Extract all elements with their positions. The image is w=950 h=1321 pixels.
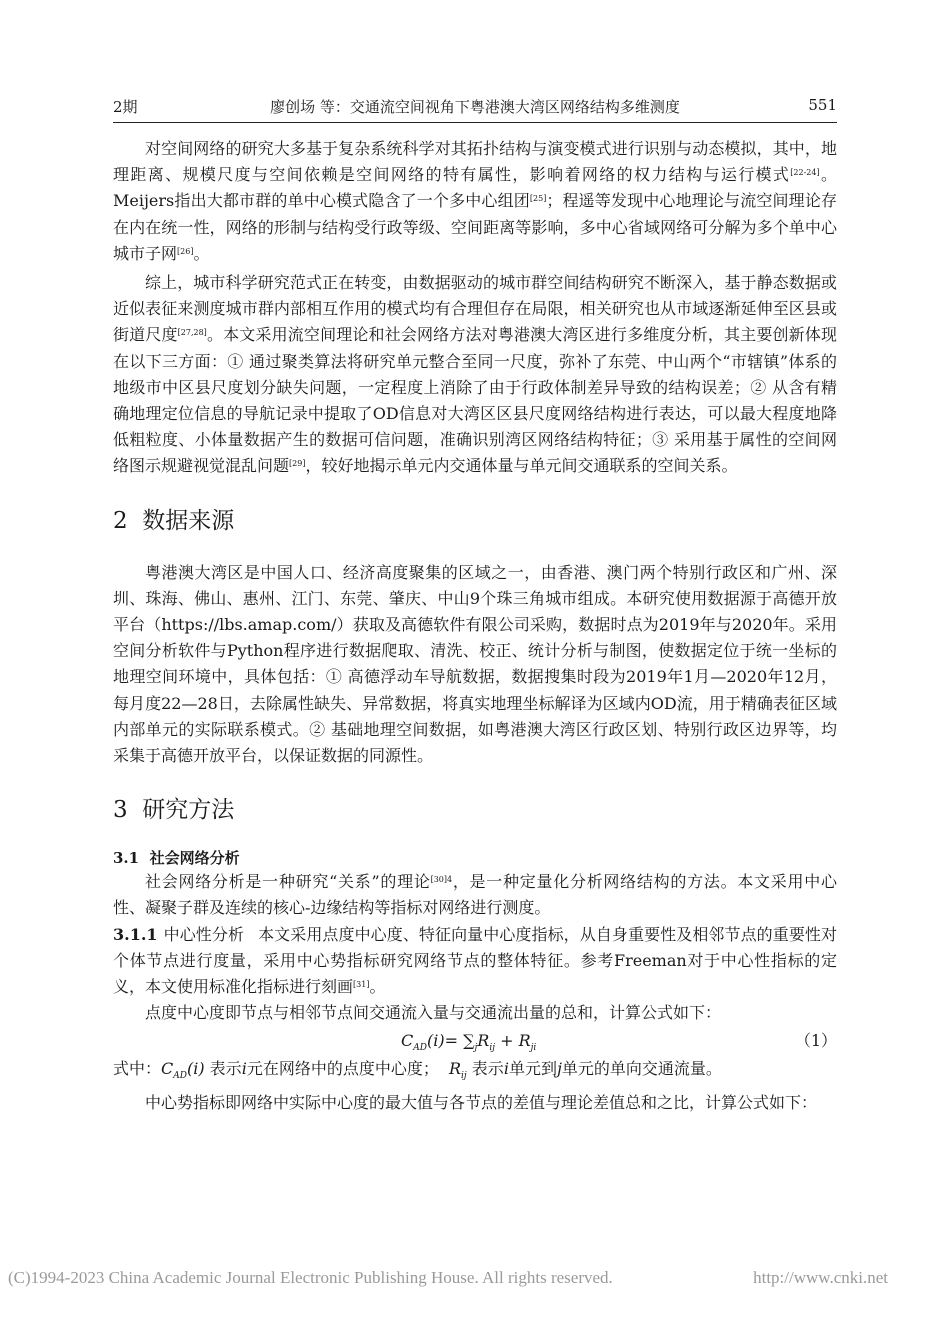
issue-label: 2期 [113,98,138,116]
paragraph-7: 中心势指标即网络中实际中心度的最大值与各节点的差值与理论差值总和之比，计算公式如下： [145,1092,818,1112]
paragraph-3: 粤港澳大湾区是中国人口、经济高度聚集的区域之一，由香港、澳门两个特别行政区和广州、深圳、珠海、佛山、惠州、江门、东莞、肇庆、中山9个珠三角城市组成。本研究使用数据源于高德开放平台（https://lbs.amap.com/）获取及高德软件有限公司采购，数据时点为2019年与2020年。采用空间分析软件与Python程序进行数据爬取、清洗、校正、统计分析与制图，使数据定位于统一坐标的地理空间环境中，具体包括：① 高德浮动车导航数据，数据搜集时段为2019年1月—2020年12月，每月度22—28日，去除属性缺失、异常数据，将真实地理坐标解译为区域内OD流，用于精确表征区域内部单元的实际联系模式。② 基础地理空间数据，如粤港澳大湾区行政区划、特别行政区边界等，均采集于高德开放平台，以保证数据的同源性。 [113,562,837,766]
citation[interactable]: [22-24] [790,168,820,178]
section-heading-2: 2 数据来源 [113,507,235,534]
equation-expression: $C_{AD}(i)= \sum_jR_{ij} + R_{ji}$ [401,1031,537,1054]
page-number: 551 [808,96,837,114]
citation[interactable]: [27,28] [177,328,207,338]
running-header [113,94,837,123]
citation[interactable]: [29] [289,459,306,469]
copyright-text: (C)1994-2023 China Academic Journal Electronic Publishing House. All rights reserved. [8,1268,613,1287]
equation-number: （1） [794,1031,837,1051]
paragraph-6: 式中：$C_{AD}(i)$ 表示i元在网络中的点度中心度； $R_{ij}$ 表示i单元到j单元的单向交通流量。 [113,1059,722,1082]
paragraph-4: 社会网络分析是一种研究“关系”的理论$^{[30]4}$，是一种定量化分析网络结构的方法。本文采用中心性、凝聚子群及连续的核心-边缘结构等指标对网络进行测度。 [113,872,837,918]
paragraph-5: 点度中心度即节点与相邻节点间交通流入量与交通流出量的总和，计算公式如下： [145,1003,722,1023]
equation-1 [113,1026,837,1056]
running-title: 廖创场 等：交通流空间视角下粤港澳大湾区网络结构多维测度 [270,98,680,116]
subsubsection-title: 中心性分析 [163,924,245,944]
citation[interactable]: [26] [177,246,194,256]
section-heading-3: 3 研究方法 [113,797,235,824]
citation[interactable]: [25] [529,194,547,204]
paragraph-3-1-1: 3.1.1 中心性分析 本文采用点度中心度、特征向量中心度指标，从自身重要性及相邻节点的重要性对个体节点进行度量，采用中心势指标研究网络节点的整体特征。参考Freeman对于中心性指标的定义，本文使用标准化指标进行刻画[31]。 [113,924,837,997]
subsubsection-number: 3.1.1 [113,924,158,944]
paragraph-2: 综上，城市科学研究范式正在转变，由数据驱动的城市群空间结构研究不断深入，基于静态数据或近似表征来测度城市群内部相互作用的模式均有合理但存在局限，相关研究也从市域逐渐延伸至区县或街道尺度[27,28]。本文采用流空间理论和社会网络方法对粤港澳大湾区进行多维度分析，其主要创新体现在以下三方面：① 通过聚类算法将研究单元整合至同一尺度，弥补了东莞、中山两个“市辖镇”体系的地级市中区县尺度划分缺失问题，一定程度上消除了由于行政体制差异导致的结构误差；② 从含有精确地理定位信息的导航记录中提取了OD信息对大湾区区县尺度网络结构进行表达，可以最大程度地降低粗粒度、小体量数据产生的数据可信问题，准确识别湾区网络结构特征；③ 采用基于属性的空间网络图示规避视觉混乱问题[29]，较好地揭示单元内交通体量与单元间交通联系的空间关系。 [113,273,837,476]
paragraph-1: 对空间网络的研究大多基于复杂系统科学对其拓扑结构与演变模式进行识别与动态模拟，其中，地理距离、规模尺度与空间依赖是空间网络的特有属性，影响着网络的权力结构与运行模式[22-24]。Meijers指出大都市群的单中心模式隐含了一个多中心组团[25]；程遥等发现中心地理论与流空间理论存在内在统一性，网络的形制与结构受行政等级、空间距离等影响，多中心省域网络可分解为多个单中心城市子网[26]。 [113,139,837,263]
citation[interactable]: [31] [353,980,370,990]
article-body [113,136,837,1116]
citation[interactable]: [30]4 [430,875,453,885]
subsection-heading-3-1: 3.1 社会网络分析 [113,849,240,868]
cnki-link[interactable]: http://www.cnki.net [753,1268,888,1287]
